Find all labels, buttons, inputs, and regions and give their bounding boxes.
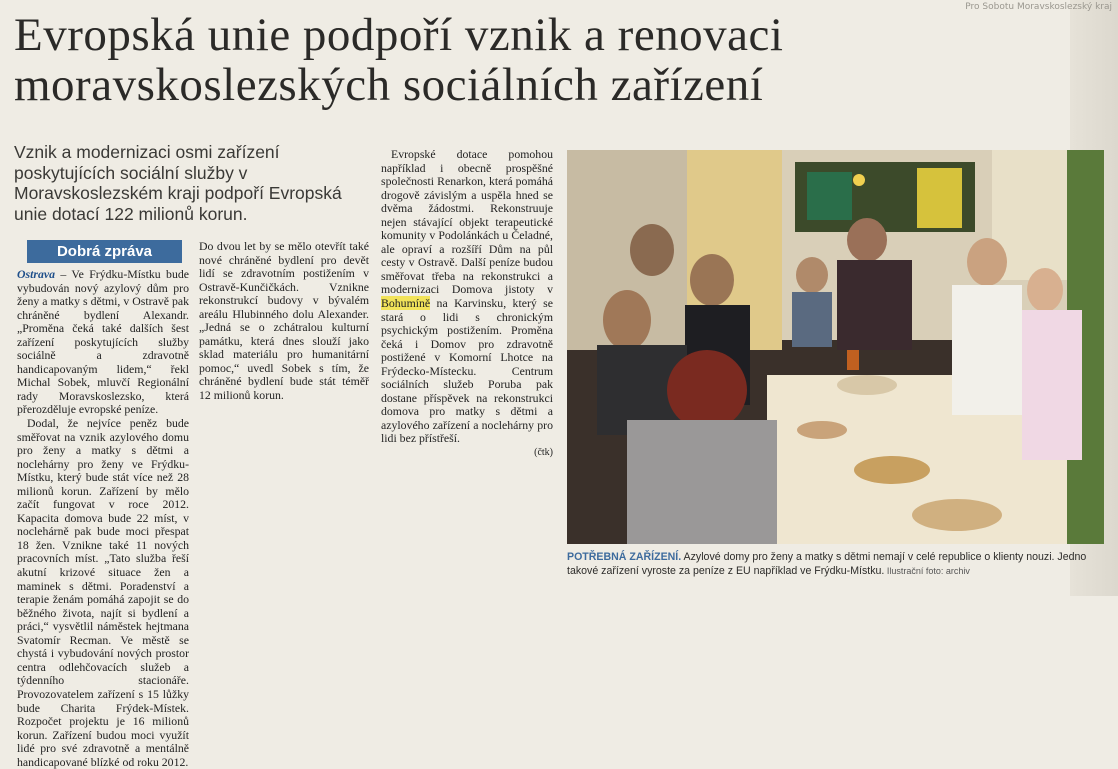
dateline-place: Ostrava [17,267,56,281]
article-column-1 [17,268,189,769]
paragraph-1: Ostrava – Ve Frýdku-Místku bude vybudován nový azylový dům pro ženy a matky s dětmi, v Ostravě pak chráněné bydlení Alexandr. „Proměna čeká také dalších šest zařízení poskytujících služby sociálně a zdravotně handicapovaným lidem,“ řekl Michal Sobek, mluvčí Regionální rady Moravskoslezsko, která přerozděluje evropské peníze. [17,267,189,417]
paragraph-4: Evropské dotace pomohou například i obecně prospěšné společnosti Renarkon, která pomáhá drogově závislým a uspěla hned se dvěma žádostmi. Rekonstruuje nejen stávající objekt terapeutické komunity v Podolánkách u Čeladné, ale opraví a rozšíří Dům na půl cesty v Ostravě. Další peníze budou směřovat třeba na rekonstrukci a modernizaci Domova jistoty v Bohumíně na Karvinsku, který se stará o lidi s chronickým psychickým postižením. Proměna čeká i Domov pro zdravotně postižené v Komorní Lhotce na Frýdecko-Místecku. Centrum sociálních služeb Poruba pak dostane příspěvek na rekonstrukci domova pro matky s dětmi a azylového zařízení a noclehárny pro lidi bez přístřeší. [381,147,553,446]
photo-credit: Ilustrační foto: archiv [884,566,970,576]
neighbor-page-text: Pro Sobotu Moravskoslezský kraj [965,2,1112,12]
article-headline: Evropská unie podpoří vznik a renovaci moravskoslezských sociálních zařízení [14,9,784,111]
photo-caption [567,550,1104,578]
article-column-2 [199,240,369,403]
caption-label: POTŘEBNÁ ZAŘÍZENÍ. [567,551,682,563]
article-lead: Vznik a modernizaci osmi zařízení poskytujících sociální služby v Moravskoslezském kraji podpoří Evropská unie dotací 122 milionů korun. [14,142,342,224]
paragraph-2: Dodal, že nejvíce peněz bude směřovat na vznik azylového domu pro ženy a matky s dětmi a noclehárny pro ženy ve Frýdku-Místku, který bude stát více než 28 milionů korun. Zařízení by mělo začít fungovat v roce 2012. Kapacita domova bude 22 míst, v noclehárně pak bude moci přespat 18 žen. Vznikne také 11 nových pracovních míst. „Tato služba řeší akutní krizové situace žen a maminek s dětmi. Poradenství a terapie ženám pomáhá zapojit se do běžného života, najít si bydlení a práci,“ vysvětlil náměstek hejtmana Svatomír Recman. Ve městě se chystá i vybudování nových prostor centra odlehčovacích služeb a týdenního stacionáře. Provozovatelem zařízení s 15 lůžky bude Charita Frýdek-Místek. Rozpočet projektu je 16 milionů korun. Zařízení budou moci využít lidé pro své zdravotně a mentálně handicapované blízké od roku 2012. [17,416,189,769]
article-photo [567,150,1104,544]
paragraph-3: Do dvou let by se mělo otevřít také nové chráněné bydlení pro devět lidí se zdravotním postižením v Ostravě-Kunčičkách. Vznikne rekonstrukcí budovy v bývalém areálu Hlubinného dolu Alexander. „Jedná se o zchátralou kulturní památku, která dnes slouží jako sklad materiálu pro humanitární pomoc,“ uvedl Sobek s tím, že chráněné bydlení bude stát téměř 12 milionů korun. [199,239,369,403]
article-column-3 [381,148,553,460]
caption-text: Azylové domy pro ženy a matky s dětmi nemají v celé republice o klienty nouzi. Jedno takové zařízení vyroste za peníze z EU například ve Frýdku-Místku. [567,551,1087,577]
highlighted-word: Bohumíně [381,296,431,311]
author-signature: (čtk) [534,447,553,459]
section-kicker-label: Dobrá zpráva [27,240,182,263]
